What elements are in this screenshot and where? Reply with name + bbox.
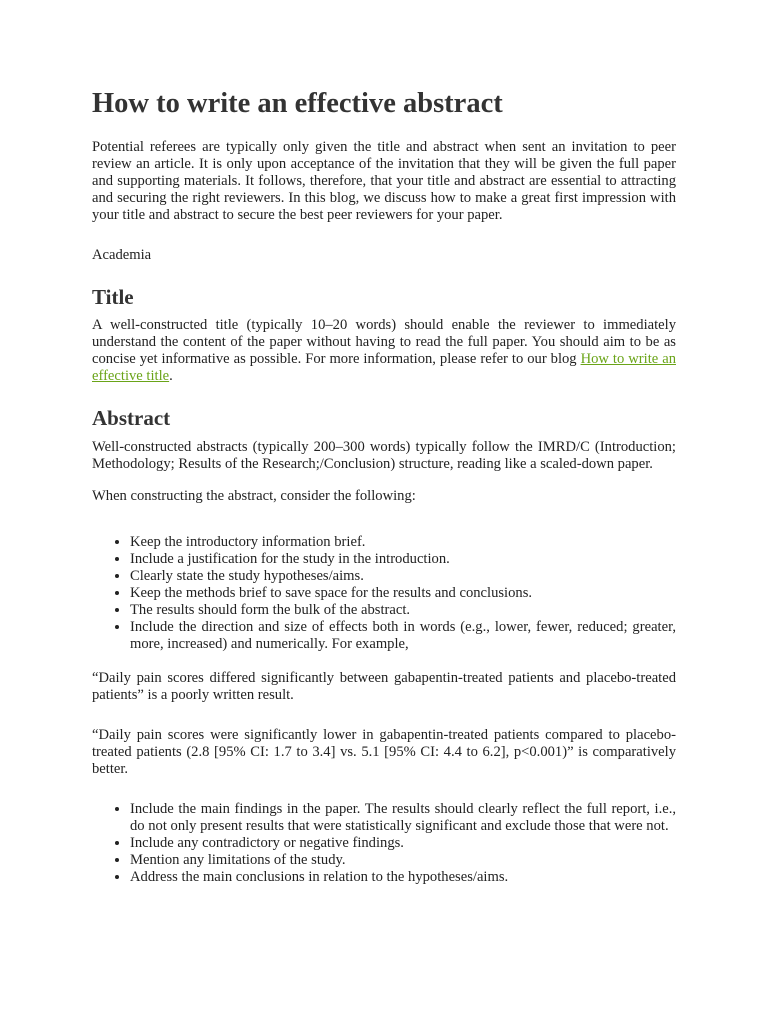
consider-paragraph: When constructing the abstract, consider the following: [92, 488, 416, 504]
title-section-heading: Title [92, 285, 134, 309]
poor-example-paragraph: “Daily pain scores differed significantly between gabapentin-treated patients and placebo-treated patients” is a poorly written result. [92, 670, 676, 703]
list-item: • The results should form the bulk of the abstract. [130, 602, 676, 619]
intro-paragraph: Potential referees are typically only given the title and abstract when sent an invitation to peer review an article. It is only upon acceptance of the invitation that they will be given the full paper and supporting materials. It follows, therefore, that your title and abstract are essential to attracting and securing the right reviewers. In this blog, we discuss how to make a great first impression with your title and abstract to secure the best peer reviewers for your paper. [92, 139, 676, 223]
list-item: • Keep the introductory information brief. [130, 534, 676, 551]
category-label: Academia [92, 247, 152, 263]
title-section-paragraph [92, 317, 676, 385]
list-item: • Keep the methods brief to save space for the results and conclusions. [130, 585, 676, 602]
list-item: • Include a justification for the study in the introduction. [130, 551, 676, 568]
list-item: • Include the direction and size of effects both in words (e.g., lower, fewer, reduced; greater, more, increased) and numerically. For example, [130, 619, 676, 653]
guidelines-list [92, 534, 676, 653]
abstract-section-heading: Abstract [92, 406, 171, 430]
effective-title-link[interactable]: How to write an effective title [92, 351, 676, 384]
list-item: • Mention any limitations of the study. [130, 852, 676, 869]
article-title: How to write an effective abstract [92, 88, 503, 119]
better-example-paragraph: “Daily pain scores were significantly lower in gabapentin-treated patients compared to placebo-treated patients (2.8 [95% CI: 1.7 to 3.4] vs. 5.1 [95% CI: 4.4 to 6.2], p<0.001)” is comparatively better. [92, 727, 676, 777]
findings-list [92, 801, 676, 886]
abstract-paragraph: Well-constructed abstracts (typically 200–300 words) typically follow the IMRD/C (Introduction; Methodology; Results of the Research;/Conclusion) structure, reading like a scaled-down paper. [92, 439, 676, 472]
title-section-text-end: . [169, 368, 173, 384]
list-item: • Include any contradictory or negative findings. [130, 835, 676, 852]
title-section-text: A well-constructed title (typically 10–20 words) should enable the reviewer to immediately understand the content of the paper without having to read the full paper. You should aim to be as concise yet informative as possible. For more information, please refer to our blog [92, 317, 676, 367]
list-item: • Address the main conclusions in relation to the hypotheses/aims. [130, 869, 676, 886]
list-item: • Include the main findings in the paper. The results should clearly reflect the full report, i.e., do not only present results that were statistically significant and exclude those that were not. [130, 801, 676, 835]
list-item: • Clearly state the study hypotheses/aims. [130, 568, 676, 585]
